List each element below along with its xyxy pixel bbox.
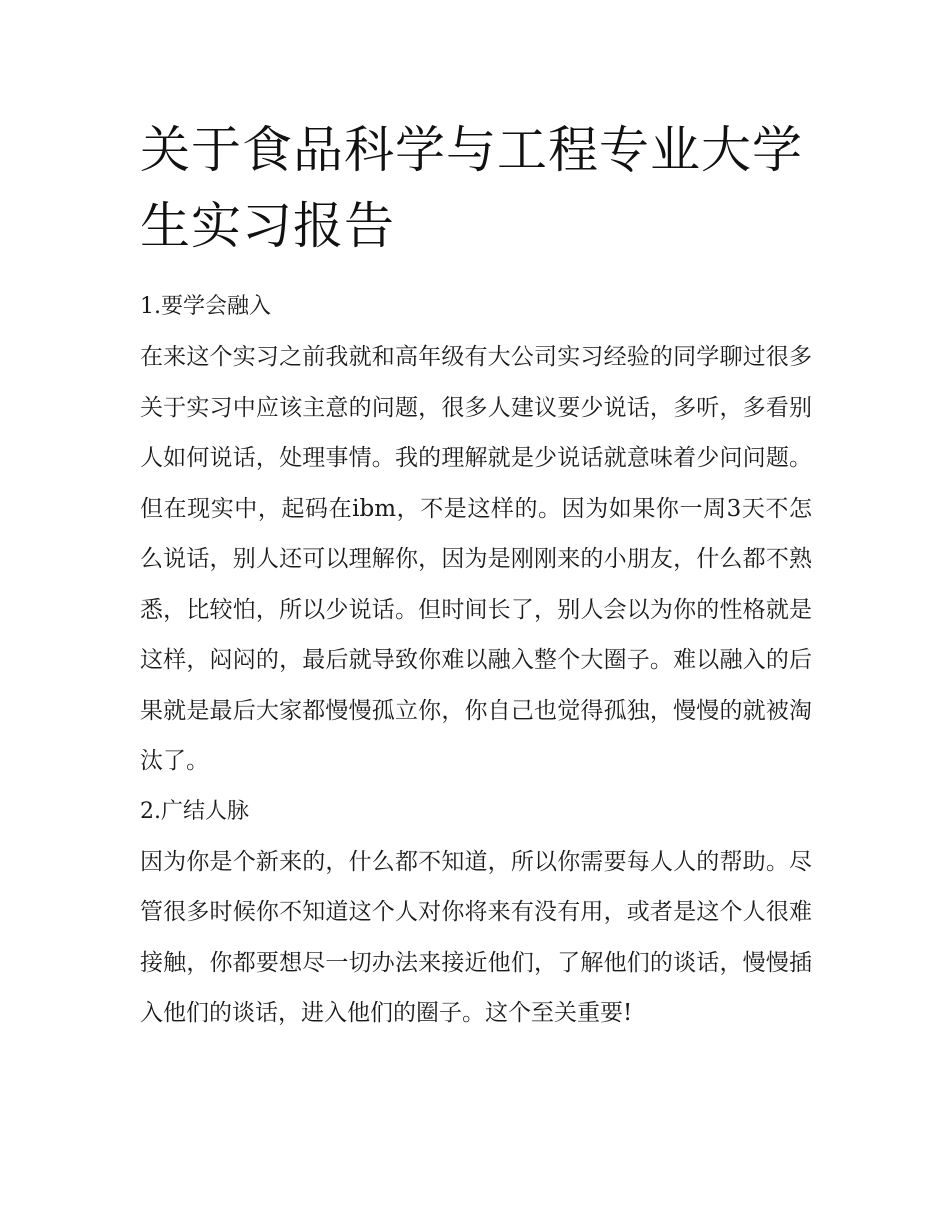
- section-1: [140, 282, 812, 787]
- section-heading: 2.广结人脉: [140, 798, 249, 824]
- section-2: [140, 787, 812, 1039]
- section-paragraph: 因为你是个新来的，什么都不知道，所以你需要每人人的帮助。尽管很多时候你不知道这个人对你将来有没有用，或者是这个人很难接触，你都要想尽一切办法来接近他们，了解他们的谈话，慢慢插入他们的谈话，进入他们的圈子。这个至关重要!: [140, 848, 812, 1026]
- document-content: [140, 112, 812, 1039]
- section-heading: 1.要学会融入: [140, 294, 271, 319]
- document-title: 关于食品科学与工程专业大学生实习报告: [140, 121, 803, 255]
- section-paragraph: 在来这个实习之前我就和高年级有大公司实习经验的同学聊过很多关于实习中应该主意的问题，很多人建议要少说话，多听，多看别人如何说话，处理事情。我的理解就是少说话就意味着少问问题。但在现实中，起码在ibm，不是这样的。因为如果你一周3天不怎么说话，别人还可以理解你，因为是刚刚来的小朋友，什么都不熟悉，比较怕，所以少说话。但时间长了，别人会以为你的性格就是这样，闷闷的，最后就导致你难以融入整个大圈子。难以融入的后果就是最后大家都慢慢孤立你，你自己也觉得孤独，慢慢的就被淘汰了。: [140, 344, 812, 774]
